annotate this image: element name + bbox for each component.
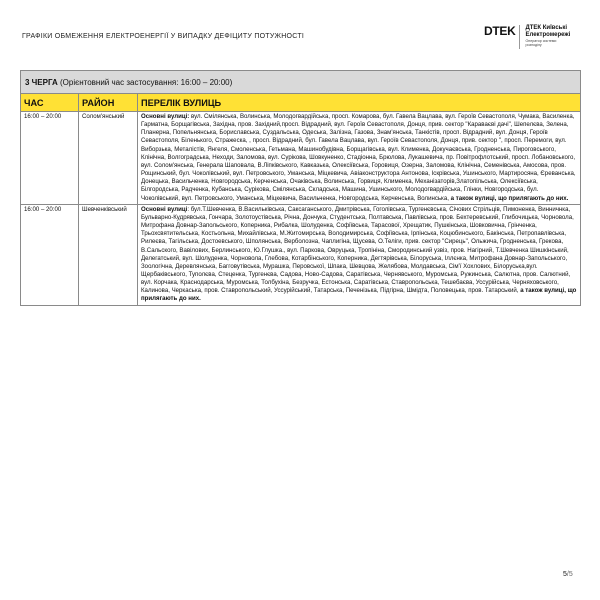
column-header-time: ЧАС	[21, 94, 79, 112]
page-separator: /	[566, 571, 569, 578]
logo-subline2: розподілу	[525, 43, 542, 47]
column-header-streets: ПЕРЕЛІК ВУЛИЦЬ	[138, 94, 581, 112]
table-row	[21, 204, 581, 305]
page-number	[563, 571, 573, 578]
column-header-row	[21, 94, 581, 112]
queue-label: 3 ЧЕРГА	[25, 77, 58, 87]
table-row	[21, 112, 581, 205]
dtek-logo-mark: DTEK	[484, 24, 516, 38]
streets-list: : бул.Т.Шевченка, В.Васильківська, Саксаганського, Дмитрівська, Гоголівська, Тургенєвська, Січових Стрільців, Пимоненка, Винничнка, Бульварно-Кудрявська, Гончара, Золотоустівська, Річна, Дончука, Студентська, Полтавська, Павлівська, пров. Бехтеревський, Глибочицька, Чорновола, Митрофана Довнар-Запольського, Коперника, Рибалка, Шолуденка, Софіївська, Тарасової, Хрещатик, Пушкінська, Шовковична, Грінченка, Трьохсвятительська, Костьольна, Михайлівська, М.Житомирська, Володимирська, Софіївська, Ірпінська, Коцюбинського, Бакінська, Петропавлівська, Рилеєва, Тагільська, Достоевського, Шполянська, Верболозна, Чаплигіна, Щусева, О.Теліги, прив. сектор "Сирець", Ольжича, Гродненська, Грекова, В.Сальского, Вавілових, Берлинського, Ю.Глушка., вул. Паркова, Овруцька, Тропініна, Смородинський узвіз, пров. Нагірний, Т.Шевченка Шишкінський, Делегатський, вул. Шолуденка, Чорновола, Глебова, Котарбінського, Коперника, Дегтярівська, Білоруська, Іллєнка, Митрофана Довнар-Запольського, Зоологічна, Деревлянська, Багговутівська, Мурашка, Перовської, Шпака, Шевцова, Желябова, Молдавська, Сім'ї Хохлових, Білоруська,вул. Щербаківського, Туполєва, Стеценка, Тургенєва, Садова, Ново-Садова, Саратівська, Чернявського, Муромська, Ружинська, Салютна, пров. Салютний, вул. Корчака, Краснодарська, Муромська, Толбухіна, Безручка, Естонська, Саратівська, Ставропольська, Тешебаєва, Уссурійська, Черняховського, Калинова, Черкаська, пров. Ставропольський, Уссурійський, Татарська, Печенізька, Підгірна, Шмідта, Половецька, пров. Татарський,	[141, 205, 574, 295]
queue-header-cell	[21, 71, 581, 94]
page-current: 5	[563, 571, 567, 578]
page-title: ГРАФІКИ ОБМЕЖЕННЯ ЕЛЕКТРОЕНЕРГІЇ У ВИПАДКУ ДЕФІЦИТУ ПОТУЖНОСТІ	[22, 33, 305, 40]
column-header-district: РАЙОН	[79, 94, 138, 112]
streets-tail: а також вулиці, що прилягають до них.	[141, 287, 577, 303]
time-cell: 16:00 – 20:00	[21, 204, 79, 305]
logo-line1: ДТЕК Київські	[525, 25, 568, 31]
page-total: 5	[568, 571, 573, 578]
queue-time-desc: (Орієнтовний час застосування: 16:00 – 20:00)	[60, 77, 233, 87]
streets-label: Основні вулиці:	[141, 113, 190, 120]
streets-cell	[138, 204, 581, 305]
logo-divider	[519, 25, 520, 49]
logo-company-name	[525, 25, 570, 47]
logo-line2: Електромережі	[525, 31, 571, 38]
district-cell: Солом'янський	[79, 112, 138, 205]
schedule-table	[20, 70, 581, 306]
logo-subline1: Оператор системи	[525, 39, 557, 43]
queue-header-row	[21, 71, 581, 94]
time-cell: 16:00 – 20:00	[21, 112, 79, 205]
streets-list: вул. Смілянська, Волинська, Молодогвардійська, просп. Комарова, бул. Гавела Вацлава, вул. Героїв Севастополя, Чумака, Василенка, Гарматна, Борщагівська, Західна, пров. Західний,просп. Відрадний, вул. Героїв Севастополя, Донця, прив. сектор "Караваєві дачі", Шепелєва, Зелена, Планерна, Попельнянська, Бориславська, Суздальська, Одеська, Залізна, Газова, Знам'янська, Танкістів, просп. Відрадний, вул. Донця, Героїв Севастополя, Біленького, Стражеска, , просп. Відрадний, бул. Гавела Вацлава, вул. Героїв Севастополя, Донця, прив. сектор ", просп. Перемоги, вул. Виборзька, Металістів, Янгеля, Смоленська, Гетьмана, Машинобудівна, Борщагівська, вул. Клименка, Докучаєвська, Гродненська, Пироговського, Клінічна, Волгоградська, Неходи, Заломова, вул. Сурікова, Шовкуненко, Стадіонна, Брюлова, Лукашевича, пр. Повітрофлотський, просп. Лобановського, вул. Солом'янська, Генерала Шаповала, В.Ліпківського, Кавказька, Олексіївська, Горовиця, Озерна, Заломова, Клінічна, Семенівська, Амосова, пров. Рощинський, бул. Чоколівський, вул. Петровського, Уманська, Міцкевича, Авіаконструктора Антонова, Іскрівська, Ушинського, Мартиросяна, Єреванська, Донецька, Васильченка, Новгородська, Керченська, Очаківська, Волинська, Горвиця, Клименка, Механізаторів,Златопільська, Олексіївська, Білгородська, Радченка, Кубанська, Сурікова, Смілянська, Складська, Машина, Ушинського, Молодогвардійська, Глінки, Новгородська, бул. Чоколівський, вул. Петровського, Уманська, Міцкевича, Васильченка, Новгородська, Керченська, Волинська,	[141, 113, 576, 202]
dtek-logo	[484, 25, 570, 49]
streets-cell	[138, 112, 581, 205]
district-cell: Шевченківський	[79, 204, 138, 305]
streets-label: Основні вулиці	[141, 205, 188, 213]
streets-tail: а також вулиці, що прилягають до них.	[450, 194, 569, 202]
